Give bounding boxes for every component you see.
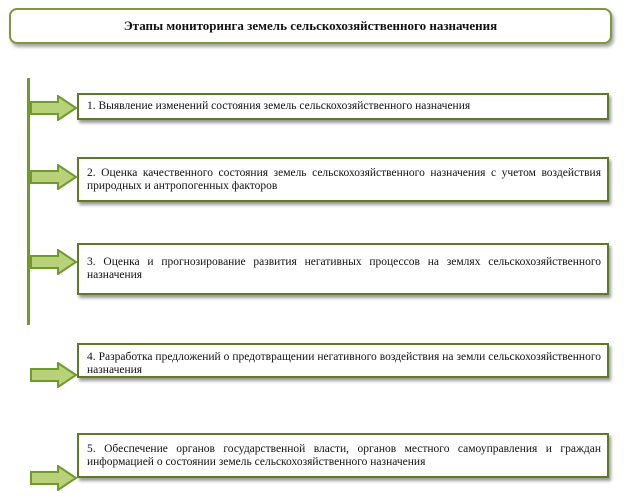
- diagram-title: Этапы мониторинга земель сельскохозяйственного назначения: [123, 18, 498, 33]
- stage-box-1: [77, 93, 609, 120]
- right-arrow-icon: [30, 249, 78, 275]
- stage-label-4: 4. Разработка предложений о предотвращении негативного воздействия на земли сельскохозяйственного назначения: [87, 351, 601, 376]
- right-arrow-icon: [30, 465, 78, 491]
- right-arrow-icon: [30, 362, 78, 388]
- stage-box-5: [77, 433, 609, 478]
- right-arrow-icon: [30, 164, 78, 190]
- stage-box-4: [77, 343, 609, 378]
- stage-label-5: 5. Обеспечение органов государственной власти, органов местного самоуправления и граждан информацией о состоянии земель сельскохозяйственного назначения: [87, 442, 601, 468]
- stage-label-3: 3. Оценка и прогнозирование развития негативных процессов на землях сельскохозяйственного назначения: [87, 256, 601, 281]
- stage-box-3: [77, 243, 609, 295]
- right-arrow-icon: [30, 95, 78, 121]
- diagram-title-box: [9, 8, 612, 44]
- stage-label-1: 1. Выявление изменений состояния земель сельскохозяйственного назначения: [87, 100, 471, 112]
- stage-box-2: [77, 157, 609, 202]
- stage-label-2: 2. Оценка качественного состояния земель сельскохозяйственного назначения с учетом воздействия природных и антропогенных факторов: [87, 166, 601, 192]
